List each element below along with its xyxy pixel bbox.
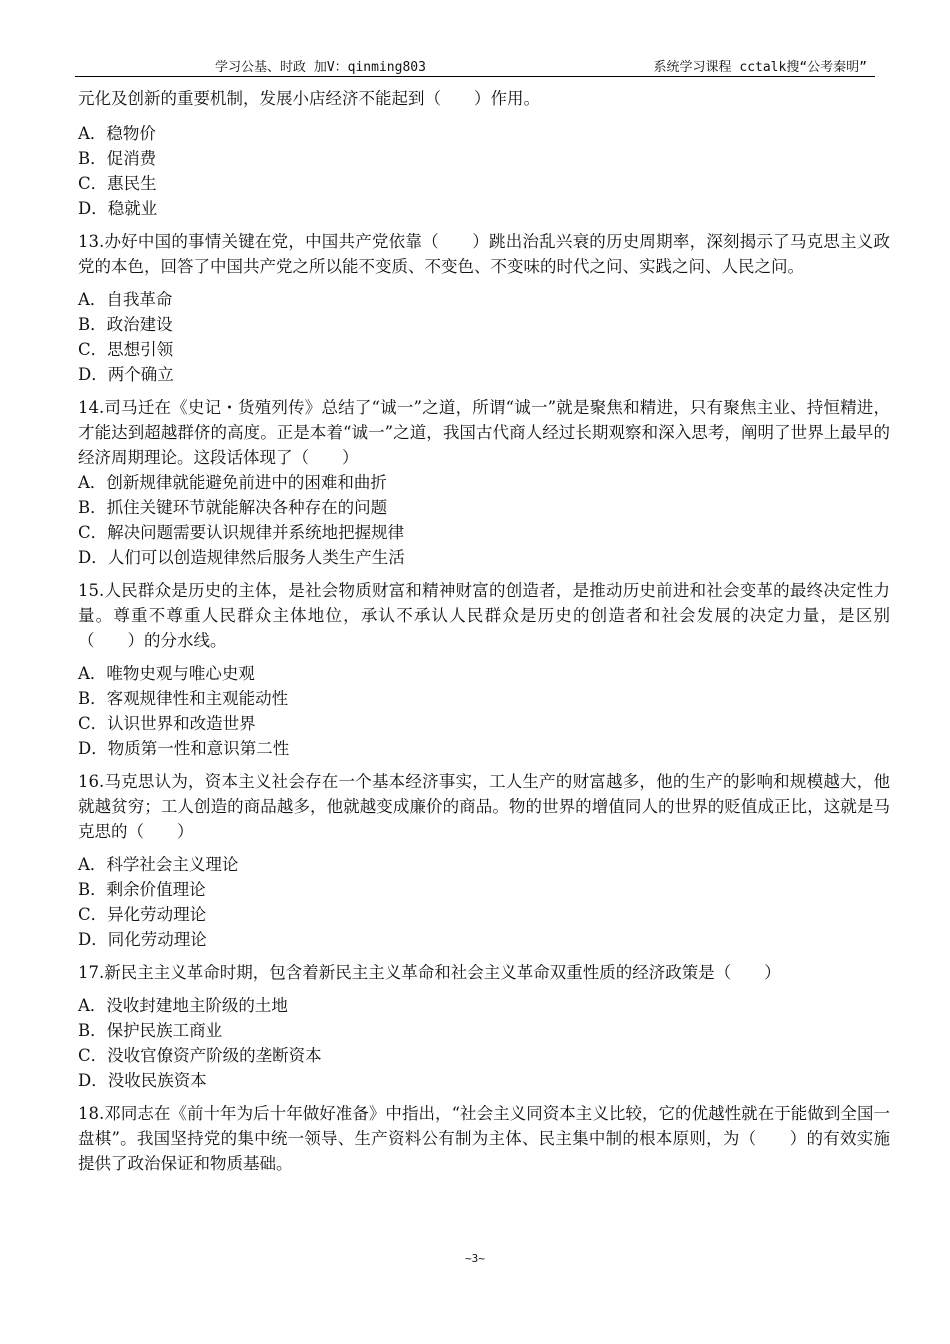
option-d: D．稳就业 [78, 199, 158, 218]
option-b: B．政治建设 [78, 315, 173, 334]
option-d: D．人们可以创造规律然后服务人类生产生活 [78, 548, 405, 567]
option-a: A．稳物价 [78, 124, 156, 143]
question-14 [78, 395, 890, 570]
question-stem: 13.办好中国的事情关键在党，中国共产党依靠（ ）跳出治乱兴衰的历史周期率，深刻揭示了马克思主义政党的本色，回答了中国共产党之所以能不变质、不变色、不变味的时代之问、实践之问、人民之问。 [78, 232, 890, 276]
option-d: D．没收民族资本 [78, 1071, 207, 1090]
option-d: D．物质第一性和意识第二性 [78, 739, 290, 758]
option-b: B．客观规律性和主观能动性 [78, 689, 289, 708]
option-b: B．保护民族工商业 [78, 1021, 223, 1040]
option-c: C．惠民生 [78, 174, 157, 193]
question-stem: 18.邓同志在《前十年为后十年做好准备》中指出，“社会主义同资本主义比较，它的优越性就在于能做到全国一盘棋”。我国坚持党的集中统一领导、生产资料公有制为主体、民主集中制的根本原则，为（ ）的有效实施提供了政治保证和物质基础。 [78, 1104, 890, 1173]
question-18 [78, 1101, 890, 1176]
question-13 [78, 229, 890, 387]
option-a: A．没收封建地主阶级的土地 [78, 996, 288, 1015]
header-left-text: 学习公基、时政 加V：qinming803 [215, 60, 426, 75]
question-stem: 15.人民群众是历史的主体，是社会物质财富和精神财富的创造者，是推动历史前进和社会变革的最终决定性力量。尊重不尊重人民群众主体地位，承认不承认人民群众是历史的创造者和社会发展的决定力量，是区别（ ）的分水线。 [78, 581, 890, 650]
option-a: A．创新规律就能避免前进中的困难和曲折 [78, 473, 387, 492]
option-b: B．抓住关键环节就能解决各种存在的问题 [78, 498, 388, 517]
option-c: C．认识世界和改造世界 [78, 714, 256, 733]
page-header [75, 52, 875, 77]
question-12-continuation [78, 86, 890, 221]
question-16 [78, 769, 890, 952]
question-stem: 14.司马迁在《史记・货殖列传》总结了“诚一”之道，所谓“诚一”就是聚焦和精进，只有聚焦主业、持恒精进，才能达到超越群侪的高度。正是本着“诚一”之道，我国古代商人经过长期观察和深入思考，阐明了世界上最早的经济周期理论。这段话体现了（ ） [78, 398, 890, 467]
question-17 [78, 960, 890, 1093]
page-content [78, 86, 890, 1184]
option-c: C．解决问题需要认识规律并系统地把握规律 [78, 523, 405, 542]
option-b: B．剩余价值理论 [78, 880, 206, 899]
option-a: A．唯物史观与唯心史观 [78, 664, 255, 683]
option-c: C．没收官僚资产阶级的垄断资本 [78, 1046, 322, 1065]
option-a: A．科学社会主义理论 [78, 855, 239, 874]
question-stem: 16.马克思认为，资本主义社会存在一个基本经济事实，工人生产的财富越多，他的生产的影响和规模越大，他就越贫穷；工人创造的商品越多，他就越变成廉价的商品。物的世界的增值同人的世界的贬值成正比，这就是马克思的（ ） [78, 772, 890, 841]
question-12-stem-tail: 元化及创新的重要机制，发展小店经济不能起到（ ）作用。 [78, 89, 540, 108]
option-d: D．两个确立 [78, 365, 174, 384]
question-15 [78, 578, 890, 761]
option-d: D．同化劳动理论 [78, 930, 207, 949]
option-b: B．促消费 [78, 149, 157, 168]
header-right-text: 系统学习课程 cctalk搜“公考秦明” [653, 60, 867, 75]
page-number: ~3~ [465, 1252, 485, 1265]
option-a: A．自我革命 [78, 290, 173, 309]
question-stem: 17.新民主主义革命时期，包含着新民主主义革命和社会主义革命双重性质的经济政策是（ ） [78, 963, 781, 982]
option-c: C．异化劳动理论 [78, 905, 207, 924]
option-c: C．思想引领 [78, 340, 174, 359]
